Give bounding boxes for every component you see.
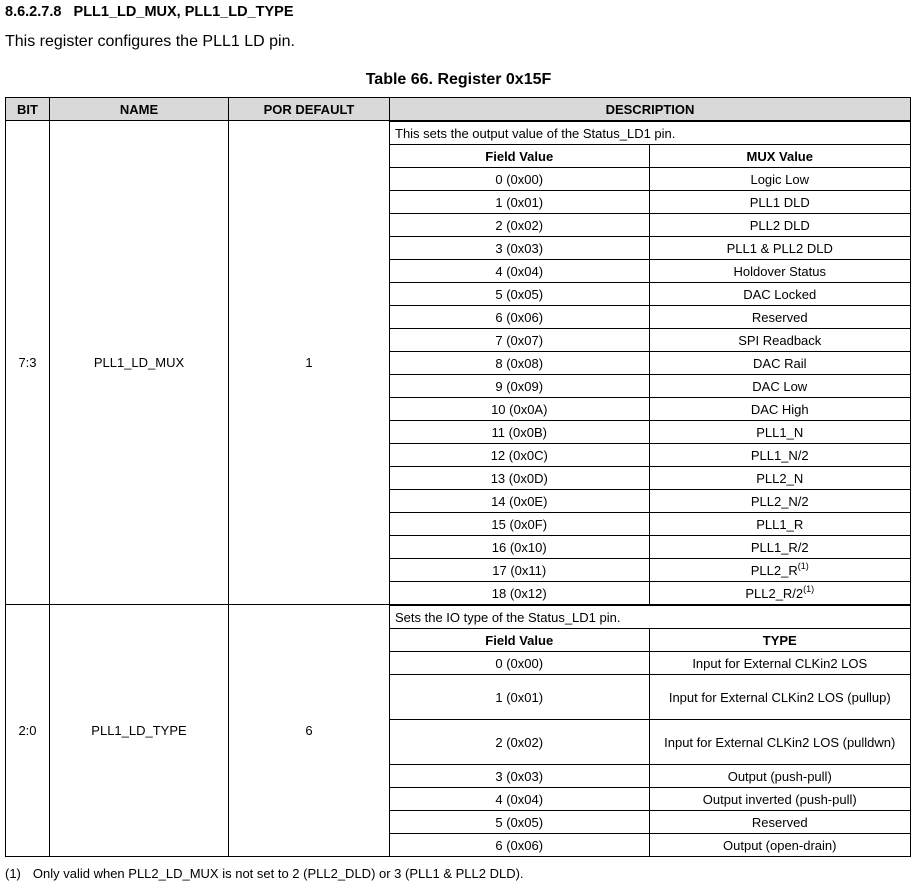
value-row — [390, 329, 910, 352]
value-row — [390, 260, 910, 283]
mapped-value — [649, 513, 910, 536]
header-bit: BIT — [6, 98, 50, 121]
value-row — [390, 214, 910, 237]
footnote-mark: (1) — [5, 866, 21, 881]
field-value: 0 (0x00) — [390, 652, 649, 675]
mapped-value-text: DAC Rail — [753, 355, 807, 371]
mapped-value-text: PLL2_N/2 — [750, 493, 809, 509]
field-description — [390, 121, 911, 605]
field-value: 3 (0x03) — [390, 765, 649, 788]
value-row — [390, 536, 910, 559]
mapped-value-text: PLL2 DLD — [749, 217, 810, 233]
mapped-value — [649, 720, 910, 765]
mapped-value — [649, 536, 910, 559]
mapped-value-text: Input for External CLKin2 LOS — [692, 655, 868, 671]
mapped-value — [649, 329, 910, 352]
mapped-value — [649, 811, 910, 834]
header-row — [6, 98, 911, 121]
field-value: 2 (0x02) — [390, 720, 649, 765]
mapped-value — [649, 260, 910, 283]
value-table — [390, 605, 910, 856]
mapped-value — [649, 765, 910, 788]
mapped-value-text: PLL1_R/2 — [750, 539, 809, 555]
value-row — [390, 720, 910, 765]
section-number: 8.6.2.7.8 — [5, 4, 62, 20]
mapped-value — [649, 834, 910, 857]
mapped-value-text: SPI Readback — [738, 332, 822, 348]
field-value: 14 (0x0E) — [390, 490, 649, 513]
value-row — [390, 513, 910, 536]
value-row — [390, 352, 910, 375]
mapped-value-text: Reserved — [751, 814, 808, 830]
section-title: PLL1_LD_MUX, PLL1_LD_TYPE — [73, 4, 294, 20]
value-row — [390, 467, 910, 490]
field-value: 17 (0x11) — [390, 559, 649, 582]
mapped-value — [649, 490, 910, 513]
mapped-value — [649, 398, 910, 421]
value-row — [390, 283, 910, 306]
register-field-row — [6, 605, 911, 857]
field-name: PLL1_LD_MUX — [50, 121, 229, 605]
subheader-field-value: Field Value — [390, 629, 649, 652]
mapped-value — [649, 652, 910, 675]
value-row — [390, 788, 910, 811]
mapped-value — [649, 214, 910, 237]
subheader-value: TYPE — [649, 629, 910, 652]
field-bit: 2:0 — [6, 605, 50, 857]
intro-text: This register configures the PLL1 LD pin. — [5, 33, 295, 50]
mapped-value-text: PLL2_R — [750, 562, 798, 578]
description-row — [390, 122, 910, 145]
mapped-value — [649, 421, 910, 444]
value-row — [390, 306, 910, 329]
value-row — [390, 237, 910, 260]
mapped-value-text: Logic Low — [750, 171, 810, 187]
value-table-header — [390, 629, 910, 652]
header-name: NAME — [50, 98, 229, 121]
field-bit: 7:3 — [6, 121, 50, 605]
mapped-value — [649, 375, 910, 398]
field-value: 6 (0x06) — [390, 306, 649, 329]
field-description — [390, 605, 911, 857]
register-table — [5, 97, 911, 857]
field-value: 4 (0x04) — [390, 260, 649, 283]
field-value: 18 (0x12) — [390, 582, 649, 605]
mapped-value-text: PLL2_N — [756, 470, 804, 486]
mapped-value-text: Input for External CLKin2 LOS (pulldwn) — [664, 734, 896, 750]
value-row — [390, 421, 910, 444]
field-value: 12 (0x0C) — [390, 444, 649, 467]
footnote — [5, 866, 912, 886]
footnote-text: Only valid when PLL2_LD_MUX is not set to 2 (PLL2_DLD) or 3 (PLL1 & PLL2 DLD). — [32, 866, 524, 881]
mapped-value-text: DAC Locked — [743, 286, 817, 302]
register-table-body — [6, 121, 911, 857]
value-row — [390, 675, 910, 720]
mapped-value-text: PLL1_N — [756, 424, 804, 440]
mapped-value-text: Input for External CLKin2 LOS (pullup) — [668, 689, 891, 705]
subheader-value: MUX Value — [649, 145, 910, 168]
field-value: 0 (0x00) — [390, 168, 649, 191]
mapped-value — [649, 237, 910, 260]
field-value: 5 (0x05) — [390, 811, 649, 834]
mapped-value — [649, 467, 910, 490]
field-value: 9 (0x09) — [390, 375, 649, 398]
field-value: 4 (0x04) — [390, 788, 649, 811]
value-row — [390, 652, 910, 675]
subheader-field-value: Field Value — [390, 145, 649, 168]
table-caption: Table 66. Register 0x15F — [365, 71, 552, 88]
field-por-default: 1 — [229, 121, 390, 605]
mapped-value — [649, 675, 910, 720]
mapped-value-text: Output inverted (push-pull) — [702, 791, 857, 807]
mapped-value-text: Output (push-pull) — [727, 768, 832, 784]
mapped-value-text: DAC Low — [752, 378, 808, 394]
value-row — [390, 582, 910, 605]
value-row — [390, 444, 910, 467]
mapped-value — [649, 444, 910, 467]
field-value: 10 (0x0A) — [390, 398, 649, 421]
value-table — [390, 121, 910, 604]
field-value: 1 (0x01) — [390, 191, 649, 214]
mapped-value-text: PLL1_R — [756, 516, 804, 532]
mapped-value-text: DAC High — [750, 401, 809, 417]
mapped-value-text: PLL1 & PLL2 DLD — [726, 240, 833, 256]
field-value: 16 (0x10) — [390, 536, 649, 559]
mapped-value — [649, 283, 910, 306]
mapped-value — [649, 306, 910, 329]
mapped-value — [649, 191, 910, 214]
field-value: 5 (0x05) — [390, 283, 649, 306]
mapped-value — [649, 168, 910, 191]
mapped-value — [649, 582, 910, 605]
value-table-header — [390, 145, 910, 168]
field-value: 2 (0x02) — [390, 214, 649, 237]
description-text: Sets the IO type of the Status_LD1 pin. — [390, 606, 910, 629]
description-row — [390, 606, 910, 629]
field-value: 15 (0x0F) — [390, 513, 649, 536]
field-value: 8 (0x08) — [390, 352, 649, 375]
field-value: 7 (0x07) — [390, 329, 649, 352]
mapped-value-text: PLL1_N/2 — [750, 447, 809, 463]
value-row — [390, 375, 910, 398]
footnote-ref: (1) — [803, 583, 815, 594]
description-text: This sets the output value of the Status_LD1 pin. — [390, 122, 910, 145]
register-field-row — [6, 121, 911, 605]
mapped-value-text: Output (open-drain) — [723, 837, 837, 853]
mapped-value-text: PLL1 DLD — [749, 194, 810, 210]
field-value: 3 (0x03) — [390, 237, 649, 260]
field-por-default: 6 — [229, 605, 390, 857]
mapped-value — [649, 788, 910, 811]
value-row — [390, 811, 910, 834]
field-name: PLL1_LD_TYPE — [50, 605, 229, 857]
section-heading — [5, 3, 912, 21]
value-row — [390, 490, 910, 513]
header-description: DESCRIPTION — [390, 98, 911, 121]
field-value: 6 (0x06) — [390, 834, 649, 857]
mapped-value — [649, 559, 910, 582]
value-row — [390, 168, 910, 191]
mapped-value-text: Holdover Status — [733, 263, 826, 279]
value-row — [390, 765, 910, 788]
mapped-value — [649, 352, 910, 375]
field-value: 1 (0x01) — [390, 675, 649, 720]
header-por-default: POR DEFAULT — [229, 98, 390, 121]
value-row — [390, 398, 910, 421]
value-row — [390, 559, 910, 582]
field-value: 13 (0x0D) — [390, 467, 649, 490]
mapped-value-text: Reserved — [751, 309, 808, 325]
value-row — [390, 191, 910, 214]
value-row — [390, 834, 910, 857]
field-value: 11 (0x0B) — [390, 421, 649, 444]
mapped-value-text: PLL2_R/2 — [745, 585, 804, 601]
footnote-ref: (1) — [797, 560, 809, 571]
